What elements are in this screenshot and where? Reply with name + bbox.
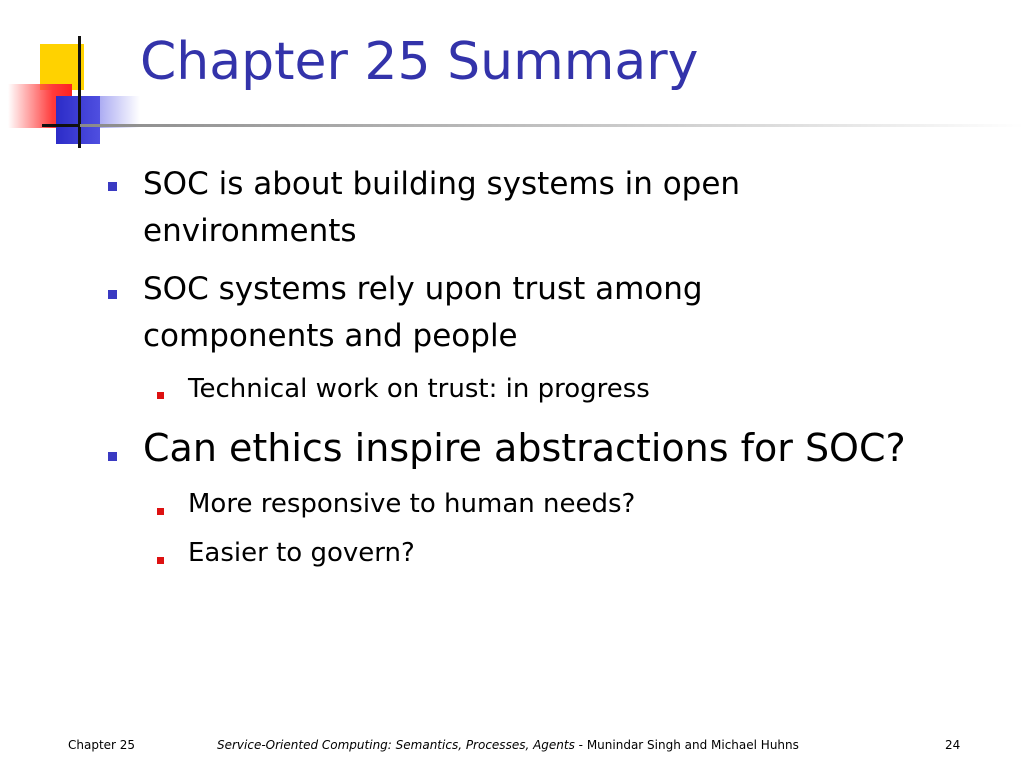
bullet-text-line: Can ethics inspire abstractions for SOC? <box>143 426 906 470</box>
footer-authors: - Munindar Singh and Michael Huhns <box>574 738 799 752</box>
title-underline <box>80 124 1024 127</box>
sub-bullet-text: Easier to govern? <box>188 538 415 568</box>
logo-vertical-line <box>78 36 81 148</box>
slide-title: Chapter 25 Summary <box>140 32 699 92</box>
footer-chapter: Chapter 25 <box>68 738 136 752</box>
sub-bullet-square-icon <box>157 508 164 515</box>
bullet-text-line: environments <box>143 213 357 249</box>
bullet-text-line: SOC systems rely upon trust among <box>143 271 703 307</box>
footer-page-number: 24 <box>945 738 961 752</box>
bullet-text-line: SOC is about building systems in open <box>143 166 741 202</box>
sub-bullet-square-icon <box>157 557 164 564</box>
sub-bullet-text: Technical work on trust: in progress <box>188 374 650 404</box>
bullet-square-icon <box>108 182 117 191</box>
slide-logo-graphic <box>0 0 140 160</box>
sub-bullet-square-icon <box>157 392 164 399</box>
sub-bullet-text: More responsive to human needs? <box>188 489 636 519</box>
footer-book-title: Service-Oriented Computing: Semantics, Processes, Agents <box>217 738 575 752</box>
footer-citation <box>217 738 799 752</box>
bullet-square-icon <box>108 452 117 461</box>
bullet-text-line: components and people <box>143 318 518 354</box>
bullet-square-icon <box>108 290 117 299</box>
